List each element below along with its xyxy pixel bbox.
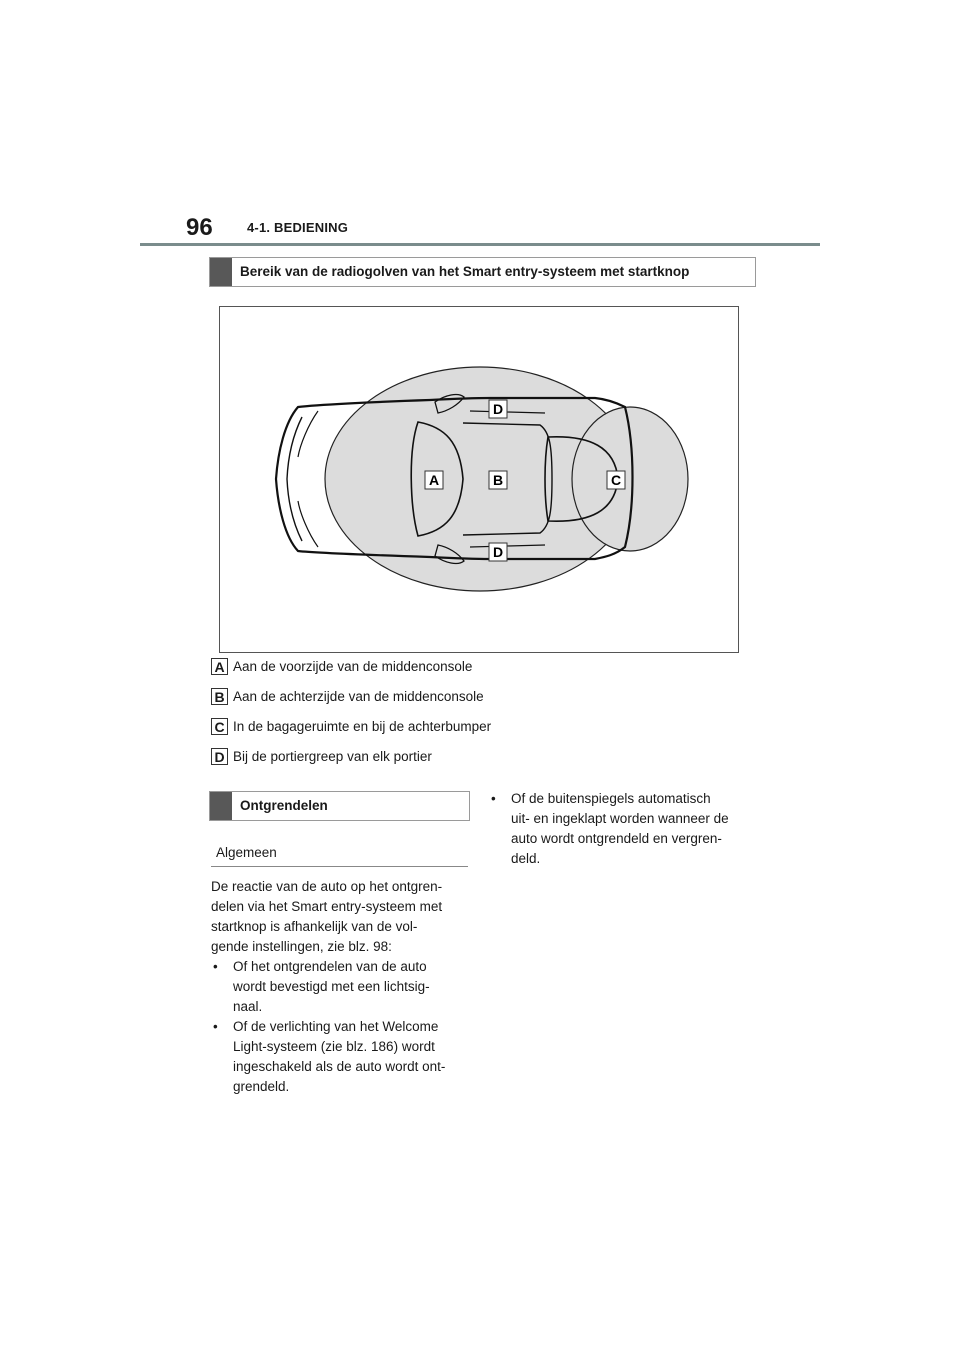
chapter-title: 4-1. BEDIENING — [247, 220, 349, 235]
bullet-line: Light-systeem (zie blz. 186) wordt — [233, 1039, 435, 1054]
legend-item-a — [211, 658, 472, 675]
section-heading-bar — [210, 792, 232, 820]
legend-item-c — [211, 718, 491, 735]
bullet-item — [211, 957, 471, 1017]
subheading-general: Algemeen — [211, 836, 468, 867]
svg-text:A: A — [428, 472, 440, 488]
paragraph-line: startknop is afhankelijk van de vol- — [211, 919, 418, 934]
bullet-line: uit- en ingeklapt worden wanneer de — [511, 811, 729, 826]
section-heading-title: Bereik van de radiogolven van het Smart entry-systeem met startknop — [240, 264, 690, 279]
legend-item-b — [211, 688, 484, 705]
car-bumper-line — [287, 417, 302, 541]
bullet-line: Of het ontgrendelen van de auto — [233, 959, 427, 974]
car-range-illustration — [220, 307, 738, 652]
label-box-d-bottom — [489, 543, 507, 561]
bullet-line: Of de buitenspiegels automatisch — [511, 791, 711, 806]
paragraph-line: De reactie van de auto op het ontgren- — [211, 879, 443, 894]
header-rule — [140, 243, 820, 246]
paragraph-line: delen via het Smart entry-systeem met — [211, 899, 443, 914]
legend-letter: B — [211, 688, 228, 705]
legend-letter: A — [211, 658, 228, 675]
legend-letter: D — [211, 748, 228, 765]
section-heading-bar — [210, 258, 232, 286]
label-box-a — [425, 471, 443, 489]
bullet-line: naal. — [233, 999, 263, 1014]
right-column — [489, 789, 759, 869]
svg-text:C: C — [610, 472, 622, 488]
section-heading-range — [209, 257, 756, 287]
bullet-item — [489, 789, 759, 869]
label-box-d-top — [489, 400, 507, 418]
svg-text:B: B — [492, 472, 504, 488]
label-box-b — [489, 471, 507, 489]
legend-text: Aan de achterzijde van de middenconsole — [233, 689, 484, 704]
bullet-line: auto wordt ontgrendeld en vergren- — [511, 831, 722, 846]
bullet-line: ingeschakeld als de auto wordt ont- — [233, 1059, 446, 1074]
legend-item-d — [211, 748, 432, 765]
svg-text:D: D — [492, 544, 504, 560]
label-box-c — [607, 471, 625, 489]
page-number: 96 — [186, 214, 213, 241]
paragraph-line: gende instellingen, zie blz. 98: — [211, 939, 392, 954]
bullet-line: deld. — [511, 851, 541, 866]
section-heading-unlock — [209, 791, 470, 821]
range-diagram — [219, 306, 739, 653]
bullet-mark: • — [491, 791, 496, 806]
bullet-mark: • — [213, 959, 218, 974]
svg-text:D: D — [492, 401, 504, 417]
bullet-mark: • — [213, 1019, 218, 1034]
legend-text: In de bagageruimte en bij de achterbumper — [233, 719, 492, 734]
bullet-item — [211, 1017, 471, 1097]
legend-text: Bij de portiergreep van elk portier — [233, 749, 432, 764]
intro-paragraph — [211, 877, 471, 1097]
section-heading-title: Ontgrendelen — [240, 798, 328, 813]
bullet-line: wordt bevestigd met een lichtsig- — [233, 979, 430, 994]
legend-letter: C — [211, 718, 228, 735]
bullet-line: Of de verlichting van het Welcome — [233, 1019, 439, 1034]
bullet-line: grendeld. — [233, 1079, 290, 1094]
legend-text: Aan de voorzijde van de middenconsole — [233, 659, 473, 674]
